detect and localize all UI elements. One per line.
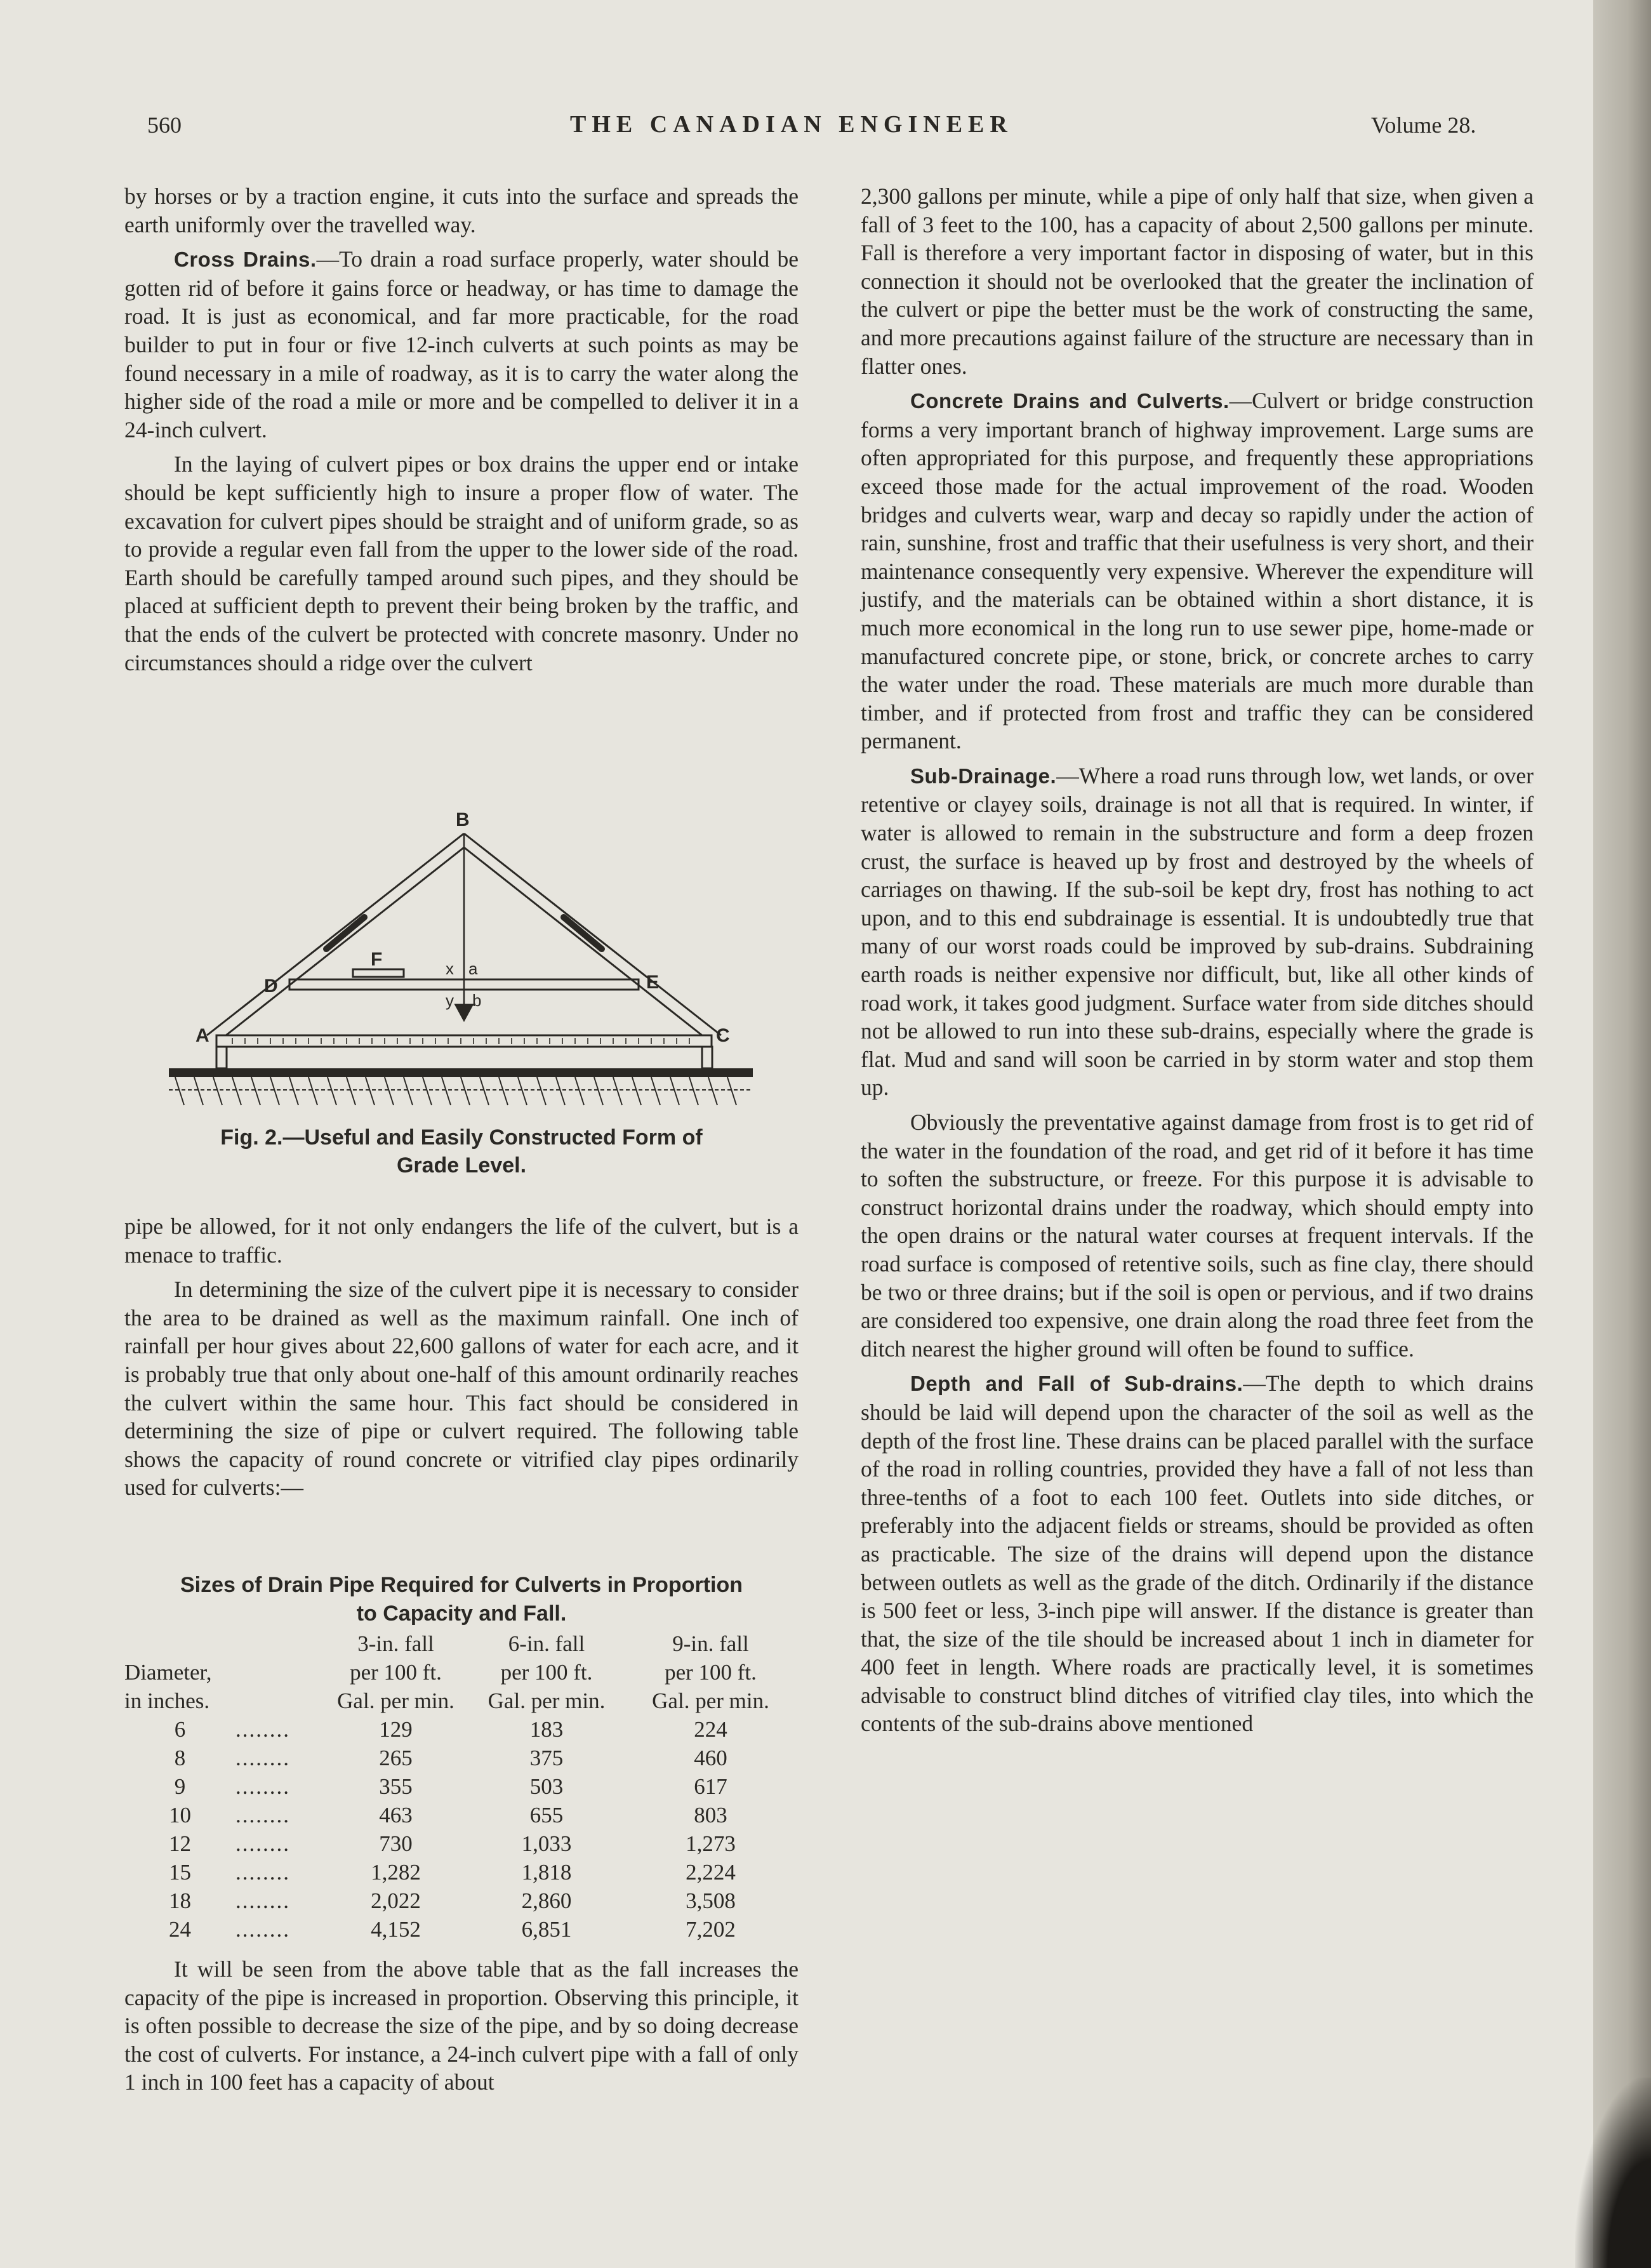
paragraph-cross-drains xyxy=(124,245,799,444)
table-cell-fall3: 463 xyxy=(379,1803,413,1827)
label-c: C xyxy=(716,1025,730,1046)
table-cell-fall3: 355 xyxy=(379,1774,413,1799)
table-cell-fall9: 2,224 xyxy=(686,1860,736,1885)
table-title xyxy=(124,1571,799,1628)
scale-ticks xyxy=(232,1038,689,1044)
section-heading-cross-drains: Cross Drains. xyxy=(174,248,317,272)
table-row xyxy=(124,1772,799,1801)
table-cell-diameter: 15 xyxy=(169,1860,191,1885)
table-cell-fall9: 460 xyxy=(694,1746,727,1770)
table-header-cell: Gal. per min. xyxy=(337,1688,454,1713)
label-d: D xyxy=(264,976,278,997)
table-header-cell: Diameter, xyxy=(124,1660,212,1685)
table-cell-fall6: 2,860 xyxy=(521,1888,572,1913)
table-row xyxy=(124,1887,799,1915)
table-leader: ........ xyxy=(235,1860,290,1885)
table-cell-fall6: 503 xyxy=(529,1774,564,1799)
grade-level-figure xyxy=(162,803,759,1120)
table-row xyxy=(124,1801,799,1829)
table-cell-fall3: 730 xyxy=(379,1831,413,1856)
section-heading-depth-fall: Depth and Fall of Sub-drains. xyxy=(910,1372,1243,1396)
table-cell-fall9: 617 xyxy=(694,1774,727,1799)
table-header-cell xyxy=(124,1629,321,1658)
table-cell-fall3: 1,282 xyxy=(371,1860,421,1885)
rafter-slot-right xyxy=(564,917,602,949)
drain-pipe-table xyxy=(124,1629,799,1944)
table-cell-fall3: 129 xyxy=(379,1717,413,1742)
paragraph-sub-drainage xyxy=(861,762,1534,1102)
table-cell-fall3: 2,022 xyxy=(371,1888,421,1913)
rafter-slot-left xyxy=(326,917,364,949)
paragraph: In the laying of culvert pipes or box drains the upper end or intake should be kept sufficiently high to insure a proper flow of water. The excavation for culvert pipes should be straight and of uniform grade, so as to provide a regular even fall from the upper to the lower side of the road. Earth should be carefully tamped around such pipes, and they should be placed at sufficient depth to prevent their being broken by the traffic, and that the ends of the culvert be protected with concrete masonry. Under no circumstances should a ridge over the culvert xyxy=(124,451,799,675)
label-a: A xyxy=(196,1025,209,1046)
table-leader: ........ xyxy=(235,1917,290,1942)
volume-label: Volume 28. xyxy=(1371,112,1476,138)
ground-surface xyxy=(169,1068,753,1077)
right-column xyxy=(861,182,1534,1738)
table-cell-fall3: 265 xyxy=(379,1746,413,1770)
table-title-line-1: Sizes of Drain Pipe Required for Culverts in Proportion xyxy=(180,1573,743,1597)
table-cell-fall6: 655 xyxy=(529,1803,564,1827)
left-column-bottom xyxy=(124,1955,799,2097)
label-a-lower: a xyxy=(468,959,478,978)
label-b: B xyxy=(456,809,470,830)
table-row xyxy=(124,1744,799,1772)
page-edge xyxy=(1593,0,1651,2268)
table-cell-diameter: 12 xyxy=(169,1831,191,1856)
table-header-cell: per 100 ft. xyxy=(665,1660,757,1685)
paragraph-concrete-drains xyxy=(861,387,1534,755)
table-cell-diameter: 10 xyxy=(169,1803,191,1827)
table-cell-diameter: 6 xyxy=(174,1717,186,1742)
page-number: 560 xyxy=(147,112,182,138)
rafter-right-inner xyxy=(464,847,702,1035)
table-header-row xyxy=(124,1658,799,1687)
plumb-bob xyxy=(456,1005,472,1020)
table-cell-diameter: 24 xyxy=(169,1917,191,1942)
label-y: y xyxy=(446,991,454,1010)
table-cell-fall9: 3,508 xyxy=(686,1888,736,1913)
table-header-cell: per 100 ft. xyxy=(500,1660,593,1685)
section-heading-sub-drainage: Sub-Drainage. xyxy=(910,764,1057,788)
table-row xyxy=(124,1829,799,1858)
table-cell-fall3: 4,152 xyxy=(371,1917,421,1942)
table-header-cell: 9-in. fall xyxy=(672,1631,749,1656)
table-cell-diameter: 9 xyxy=(174,1774,186,1799)
corner-shadow xyxy=(1575,2078,1651,2268)
label-b-lower: b xyxy=(472,991,482,1010)
paragraph: Obviously the preventative against damage from frost is to get rid of the water in the foundation of the road, and get rid of it before it has time to soften the substructure, or freeze. For this purpose it is advisable to construct horizontal drains under the roadway, which should empty into the open drains or the natural water courses at frequent intervals. If the road surface is composed of retentive soils, such as fine clay, there should be two or three drains; but if the soil is open or pervious, and if two drains are considered too expensive, one drain along the road three feet from the ditch nearest the higher ground will often be found to suffice. xyxy=(861,1110,1534,1362)
table-leader: ........ xyxy=(235,1717,290,1742)
table-cell-fall6: 6,851 xyxy=(521,1917,572,1942)
table-title-line-2: to Capacity and Fall. xyxy=(356,1602,567,1626)
table-leader: ........ xyxy=(235,1746,290,1770)
table-cell-diameter: 8 xyxy=(174,1746,186,1770)
paragraph-body: —The depth to which drains should be laid will depend upon the character of the soil as well as the depth of the frost line. These drains can be placed parallel with the surface of the road in rolling countries, provided they have a fall of not less than three-tenths of a foot to each 100 feet. Outlets into side ditches, or preferably into the adjacent fields or streams, should be provided as often as practicable. The size of the drains will depend upon the distance between outlets as well as the grade of the ditch. Ordinarily if the distance is 500 feet or less, 3-inch pipe will answer. If the distance is greater than that, the size of the tile should be increased about 1 inch in diameter for 400 feet in length. Where roads are practically level, it is sometimes advisable to construct blind ditches of vitrified clay tiles, into which the contents of the sub-drains above mentioned xyxy=(861,1370,1534,1737)
label-e: E xyxy=(646,972,660,993)
table-leader: ........ xyxy=(235,1888,290,1913)
journal-title: THE CANADIAN ENGINEER xyxy=(570,111,1013,138)
table-cell-fall9: 1,273 xyxy=(686,1831,736,1856)
paragraph-depth-fall xyxy=(861,1369,1534,1738)
section-heading-concrete-drains: Concrete Drains and Culverts. xyxy=(910,389,1230,413)
page-header xyxy=(0,108,1593,146)
ground-hatching xyxy=(169,1077,753,1105)
left-column-top xyxy=(124,182,799,677)
left-column-middle xyxy=(124,1212,799,1502)
table-row xyxy=(124,1715,799,1744)
table-cell-fall6: 375 xyxy=(529,1746,564,1770)
grade-level-diagram xyxy=(162,803,759,1120)
rafter-right xyxy=(464,833,721,1035)
table-header-cell: Gal. per min. xyxy=(487,1688,606,1713)
rafter-left-inner xyxy=(226,847,464,1035)
table-cell-fall6: 183 xyxy=(529,1717,564,1742)
table-cell-fall9: 7,202 xyxy=(686,1917,736,1942)
table-header-row xyxy=(124,1629,799,1658)
foot-left xyxy=(216,1047,227,1068)
table-row xyxy=(124,1858,799,1887)
table-header-cell: 3-in. fall xyxy=(357,1631,434,1656)
table-leader: ........ xyxy=(235,1831,290,1856)
paragraph-body: —To drain a road surface properly, water should be gotten rid of before it gains force or headway, or has time to damage the road. It is just as economical, and far more practicable, for the road builder to put in four or five 12-inch culverts at such points as may be found necessary in a mile of roadway, as it is to carry the water along the higher side of the road a mile or more and be compelled to deliver it in a 24-inch culvert. xyxy=(124,246,799,442)
table-leader: ........ xyxy=(235,1803,290,1827)
base-beam xyxy=(216,1035,712,1047)
foot-right xyxy=(702,1047,712,1068)
label-f: F xyxy=(371,949,383,970)
figure-caption xyxy=(124,1124,799,1179)
table-cell-fall9: 224 xyxy=(694,1717,727,1742)
paragraph: 2,300 gallons per minute, while a pipe of only half that size, when given a fall of 3 feet to the 100, has a capacity of about 2,500 gallons per minute. Fall is therefore a very important factor in disposing of water, but in this connection it should not be overlooked that the greater the inclination of the culvert or pipe the better must be the work of constructing the same, and more precautions against failure of the structure are necessary than in flatter ones. xyxy=(861,183,1534,379)
paragraph: In determining the size of the culvert pipe it is necessary to consider the area to be drained as well as the maximum rainfall. One inch of rainfall per hour gives about 22,600 gallons of water for each acre, and it is probably true that only about one-half of this amount ordinarily reaches the culvert within the same hour. This fact should be considered in determining the size of pipe or culvert required. The following table shows the capacity of round concrete or vitrified clay pipes ordinarily used for culverts:— xyxy=(124,1277,799,1501)
table-cell-fall6: 1,033 xyxy=(521,1831,572,1856)
label-x: x xyxy=(446,959,454,978)
table-header-cell: per 100 ft. xyxy=(350,1660,442,1685)
table-row xyxy=(124,1915,799,1944)
figure-caption-line-1: Fig. 2.—Useful and Easily Constructed Form of xyxy=(220,1125,703,1150)
spirit-level xyxy=(353,969,404,977)
table-cell-fall9: 803 xyxy=(694,1803,727,1827)
figure-caption-line-2: Grade Level. xyxy=(396,1153,527,1177)
table-header-cell: Gal. per min. xyxy=(652,1688,769,1713)
paragraph-body: —Where a road runs through low, wet lands, or over retentive or clayey soils, drainage is not all that is required. In winter, if water is allowed to remain in the substructure and form a deep frozen crust, the surface is heaved up by frost and destroyed by the wheels of carriages on thawing. If the sub-soil be kept dry, frost has nothing to act upon, and to this end subdrainage is essential. It is undoubtedly true that many of our worst roads could be improved by sub-drains. Subdraining earth roads is neither expensive nor difficult, but, like all other kinds of road work, it takes good judgment. Surface water from side ditches should not be allowed to run into these sub-drains, especially where the grade is flat. Mud and sand will soon be carried in by storm water and stop them up. xyxy=(861,762,1534,1101)
table-header-cell: in inches. xyxy=(124,1688,210,1713)
paragraph: It will be seen from the above table that as the fall increases the capacity of the pipe is increased in proportion. Observing this principle, it is often possible to decrease the size of the pipe, and by so doing decrease the cost of culverts. For instance, a 24-inch culvert pipe with a fall of only 1 inch in 100 feet has a capacity of about xyxy=(124,1956,799,2095)
table-header-row xyxy=(124,1687,799,1715)
paragraph: pipe be allowed, for it not only endangers the life of the culvert, but is a menace to traffic. xyxy=(124,1214,799,1268)
table-leader: ........ xyxy=(235,1774,290,1799)
table-header-cell: 6-in. fall xyxy=(508,1631,585,1656)
rafter-left xyxy=(207,833,464,1035)
table-cell-fall6: 1,818 xyxy=(521,1860,572,1885)
paragraph-body: —Culvert or bridge construction forms a very important branch of highway improvement. Large sums are often appropriated for this purpose, and frequently these appropriations exceed those made for the actual improvement of the road. Wooden bridges and culverts wear, warp and decay so rapidly under the action of rain, sunshine, frost and traffic that their usefulness is very short, and their maintenance consequently very expensive. Wherever the expenditure will justify, and the materials can be obtained within a short distance, it is much more economical in the long run to use sewer pipe, home-made or manufactured concrete pipe, or stone, brick, or concrete arches to carry the water under the road. These materials are much more durable than timber, and if protected from frost and traffic they can be considered permanent. xyxy=(861,388,1534,754)
paragraph: by horses or by a traction engine, it cuts into the surface and spreads the earth uniformly over the travelled way. xyxy=(124,183,799,237)
table-cell-diameter: 18 xyxy=(169,1888,191,1913)
